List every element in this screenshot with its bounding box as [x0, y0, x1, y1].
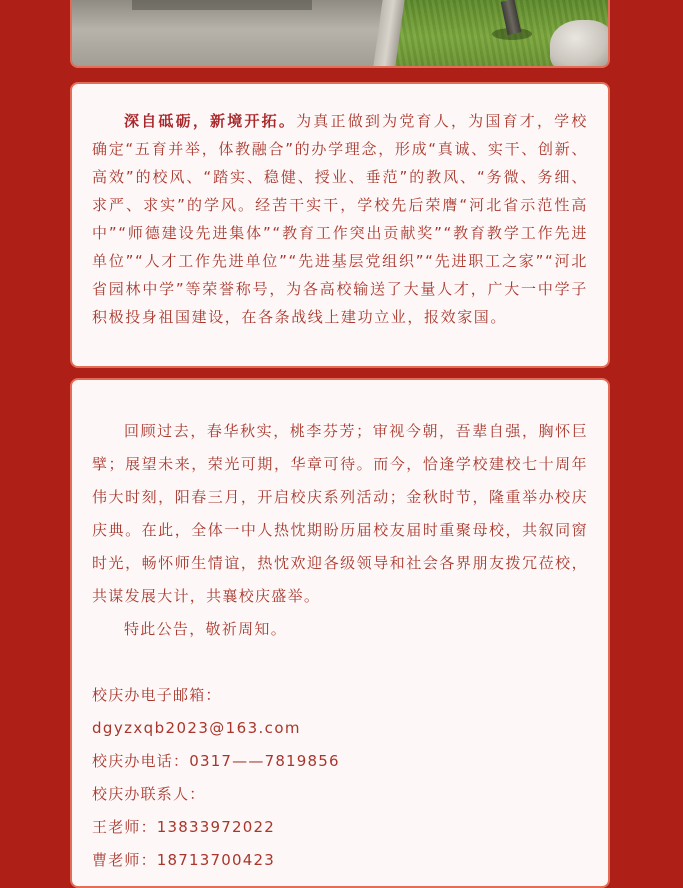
email-label: 校庆办电子邮箱： — [92, 686, 222, 704]
achievements-paragraph — [92, 107, 588, 331]
anniversary-announcement-card — [70, 378, 610, 888]
email-address: dgyzxqb2023@163.com — [92, 719, 301, 737]
photo-shadow — [132, 0, 312, 10]
contact-person-label: 校庆办联系人： — [92, 785, 206, 803]
contact-teacher-cao: 曹老师：18713700423 — [92, 851, 275, 869]
phone-line: 校庆办电话：0317——7819856 — [92, 752, 340, 770]
announcement-closing: 特此公告，敬祈周知。 — [124, 620, 288, 638]
school-achievements-card — [70, 82, 610, 368]
contact-info — [92, 679, 588, 877]
campus-photo — [70, 0, 610, 68]
announcement-paragraph: 回顾过去，春华秋实，桃李芬芳；审视今朝，吾辈自强，胸怀巨擘；展望未来，荣光可期，华章可待。而今，恰逢学校建校七十周年伟大时刻，阳春三月，开启校庆系列活动；金秋时节，隆重举办校庆庆典。在此，全体一中人热忱期盼历届校友届时重聚母校，共叙同窗时光，畅怀师生情谊，热忱欢迎各级领导和社会各界朋友拨冗莅校，共谋发展大计，共襄校庆盛举。 — [92, 422, 588, 605]
contact-teacher-wang: 王老师：13833972022 — [92, 818, 275, 836]
achievements-lead: 深自砥砺，新境开拓。 — [124, 112, 297, 130]
achievements-body: 为真正做到为党育人，为国育才，学校确定“五育并举，体教融合”的办学理念，形成“真诚、实干、创新、高效”的校风、“踏实、稳健、授业、垂范”的教风、“务微、务细、求严、求实”的学风。经苦干实干，学校先后荣膺“河北省示范性高中”“师德建设先进集体”“教育工作突出贡献奖”“教育教学工作先进单位”“人才工作先进单位”“先进基层党组织”“先进职工之家”“河北省园林中学”等荣誉称号，为各高校输送了大量人才，广大一中学子积极投身祖国建设，在各条战线上建功立业，报效家国。 — [92, 112, 588, 326]
photo-rock — [550, 20, 610, 68]
